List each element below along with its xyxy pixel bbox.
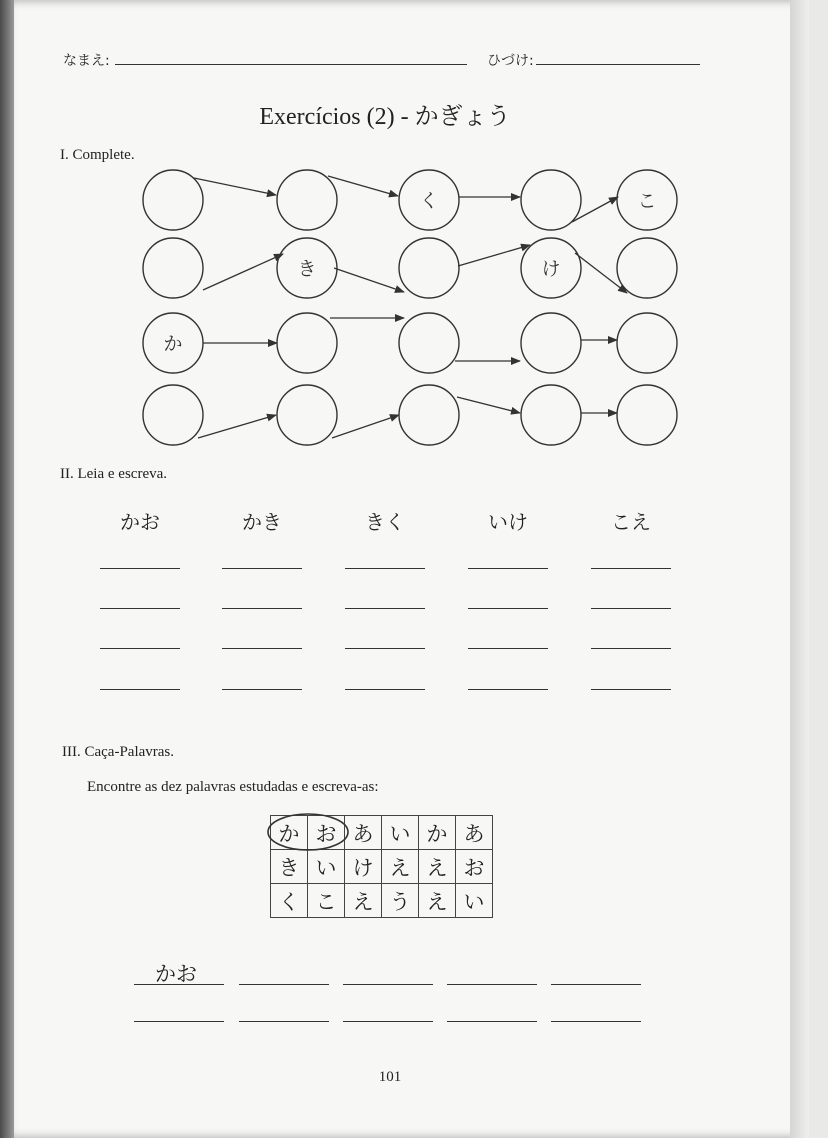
kana-circle-label-r1-c3: く	[419, 190, 439, 212]
writing-line[interactable]	[345, 608, 425, 609]
answer-line[interactable]	[134, 1021, 224, 1022]
grid-cell[interactable]: え	[419, 850, 456, 884]
kana-circle-r2-c5[interactable]	[617, 238, 677, 298]
grid-cell[interactable]: あ	[456, 816, 493, 850]
grid-cell[interactable]: う	[382, 884, 419, 918]
name-label: なまえ:	[63, 53, 110, 69]
grid-cell[interactable]: か	[271, 816, 308, 850]
reading-word-3: きく	[365, 510, 405, 534]
writing-line[interactable]	[468, 689, 548, 690]
grid-cell[interactable]: か	[419, 816, 456, 850]
writing-line[interactable]	[100, 568, 180, 569]
page-number: 101	[378, 1069, 402, 1085]
section-3-instruction: Encontre as dez palavras estudadas e escreva-as:	[87, 779, 379, 795]
grid-cell[interactable]: え	[382, 850, 419, 884]
kana-circle-r2-c1[interactable]	[143, 238, 203, 298]
grid-cell[interactable]: い	[456, 884, 493, 918]
answer-ellipse	[262, 810, 362, 855]
writing-line[interactable]	[591, 689, 671, 690]
answer-line[interactable]	[239, 984, 329, 985]
kana-circle-r3-c2[interactable]	[277, 313, 337, 373]
grid-cell[interactable]: え	[419, 884, 456, 918]
writing-line[interactable]	[468, 568, 548, 569]
answer-line[interactable]	[551, 984, 641, 985]
writing-line[interactable]	[591, 608, 671, 609]
sequence-arrow	[328, 176, 398, 196]
answer-line[interactable]	[343, 984, 433, 985]
kana-circle-r3-c4[interactable]	[521, 313, 581, 373]
sequence-arrow	[457, 397, 520, 413]
grid-cell[interactable]: け	[345, 850, 382, 884]
kana-circle-r4-c1[interactable]	[143, 385, 203, 445]
grid-cell[interactable]: く	[271, 884, 308, 918]
writing-line[interactable]	[345, 689, 425, 690]
section-2-heading: II. Leia e escreva.	[60, 466, 168, 482]
reading-word-5: こえ	[611, 510, 651, 534]
sequence-arrow	[334, 268, 404, 292]
answer-line[interactable]	[447, 1021, 537, 1022]
reading-word-2: かき	[242, 510, 282, 534]
sequence-arrow	[575, 253, 627, 293]
example-answer: かお	[155, 962, 197, 986]
grid-cell[interactable]: こ	[308, 884, 345, 918]
writing-line[interactable]	[100, 608, 180, 609]
kana-circle-r1-c2[interactable]	[277, 170, 337, 230]
sequence-arrow	[203, 254, 283, 290]
date-label: ひづけ:	[487, 53, 534, 69]
writing-line[interactable]	[345, 568, 425, 569]
kana-circle-r2-c3[interactable]	[399, 238, 459, 298]
writing-line[interactable]	[468, 648, 548, 649]
section-3-heading: III. Caça-Palavras.	[62, 744, 175, 760]
sequence-arrow	[194, 178, 276, 195]
grid-cell[interactable]: あ	[345, 816, 382, 850]
answer-line[interactable]	[134, 984, 224, 985]
writing-line[interactable]	[222, 608, 302, 609]
writing-line[interactable]	[345, 648, 425, 649]
answer-line[interactable]	[447, 984, 537, 985]
grid-cell[interactable]: お	[456, 850, 493, 884]
sequence-arrow	[198, 415, 276, 438]
grid-cell[interactable]: い	[382, 816, 419, 850]
reading-word-1: かお	[120, 510, 160, 534]
hiragana-circle-diagram	[0, 0, 828, 470]
kana-circle-r3-c3[interactable]	[399, 313, 459, 373]
answer-line[interactable]	[343, 1021, 433, 1022]
kana-circle-label-r3-c1: か	[163, 333, 183, 355]
writing-line[interactable]	[222, 648, 302, 649]
kana-circle-r4-c2[interactable]	[277, 385, 337, 445]
kana-circle-r1-c1[interactable]	[143, 170, 203, 230]
writing-line[interactable]	[591, 568, 671, 569]
grid-row	[271, 884, 493, 918]
kana-circle-r1-c4[interactable]	[521, 170, 581, 230]
grid-cell[interactable]: え	[345, 884, 382, 918]
grid-cell[interactable]: い	[308, 850, 345, 884]
grid-cell[interactable]: お	[308, 816, 345, 850]
writing-line[interactable]	[591, 648, 671, 649]
writing-line[interactable]	[222, 568, 302, 569]
kana-circle-r4-c5[interactable]	[617, 385, 677, 445]
writing-line[interactable]	[100, 648, 180, 649]
kana-circle-label-r1-c5: こ	[637, 190, 657, 212]
kana-circle-r3-c5[interactable]	[617, 313, 677, 373]
kana-circle-label-r2-c4: け	[541, 258, 561, 280]
writing-line[interactable]	[100, 689, 180, 690]
section-1-heading: I. Complete.	[60, 147, 135, 163]
writing-line[interactable]	[468, 608, 548, 609]
kana-circle-r4-c3[interactable]	[399, 385, 459, 445]
reading-word-4: いけ	[488, 510, 528, 534]
sequence-arrow	[332, 415, 399, 438]
sequence-arrow	[458, 245, 530, 266]
writing-line[interactable]	[222, 689, 302, 690]
answer-line[interactable]	[239, 1021, 329, 1022]
page-title: Exercícios (2) - かぎょう	[259, 104, 511, 130]
kana-circle-r4-c4[interactable]	[521, 385, 581, 445]
kana-circle-label-r2-c2: き	[297, 258, 317, 280]
grid-cell[interactable]: き	[271, 850, 308, 884]
answer-line[interactable]	[551, 1021, 641, 1022]
